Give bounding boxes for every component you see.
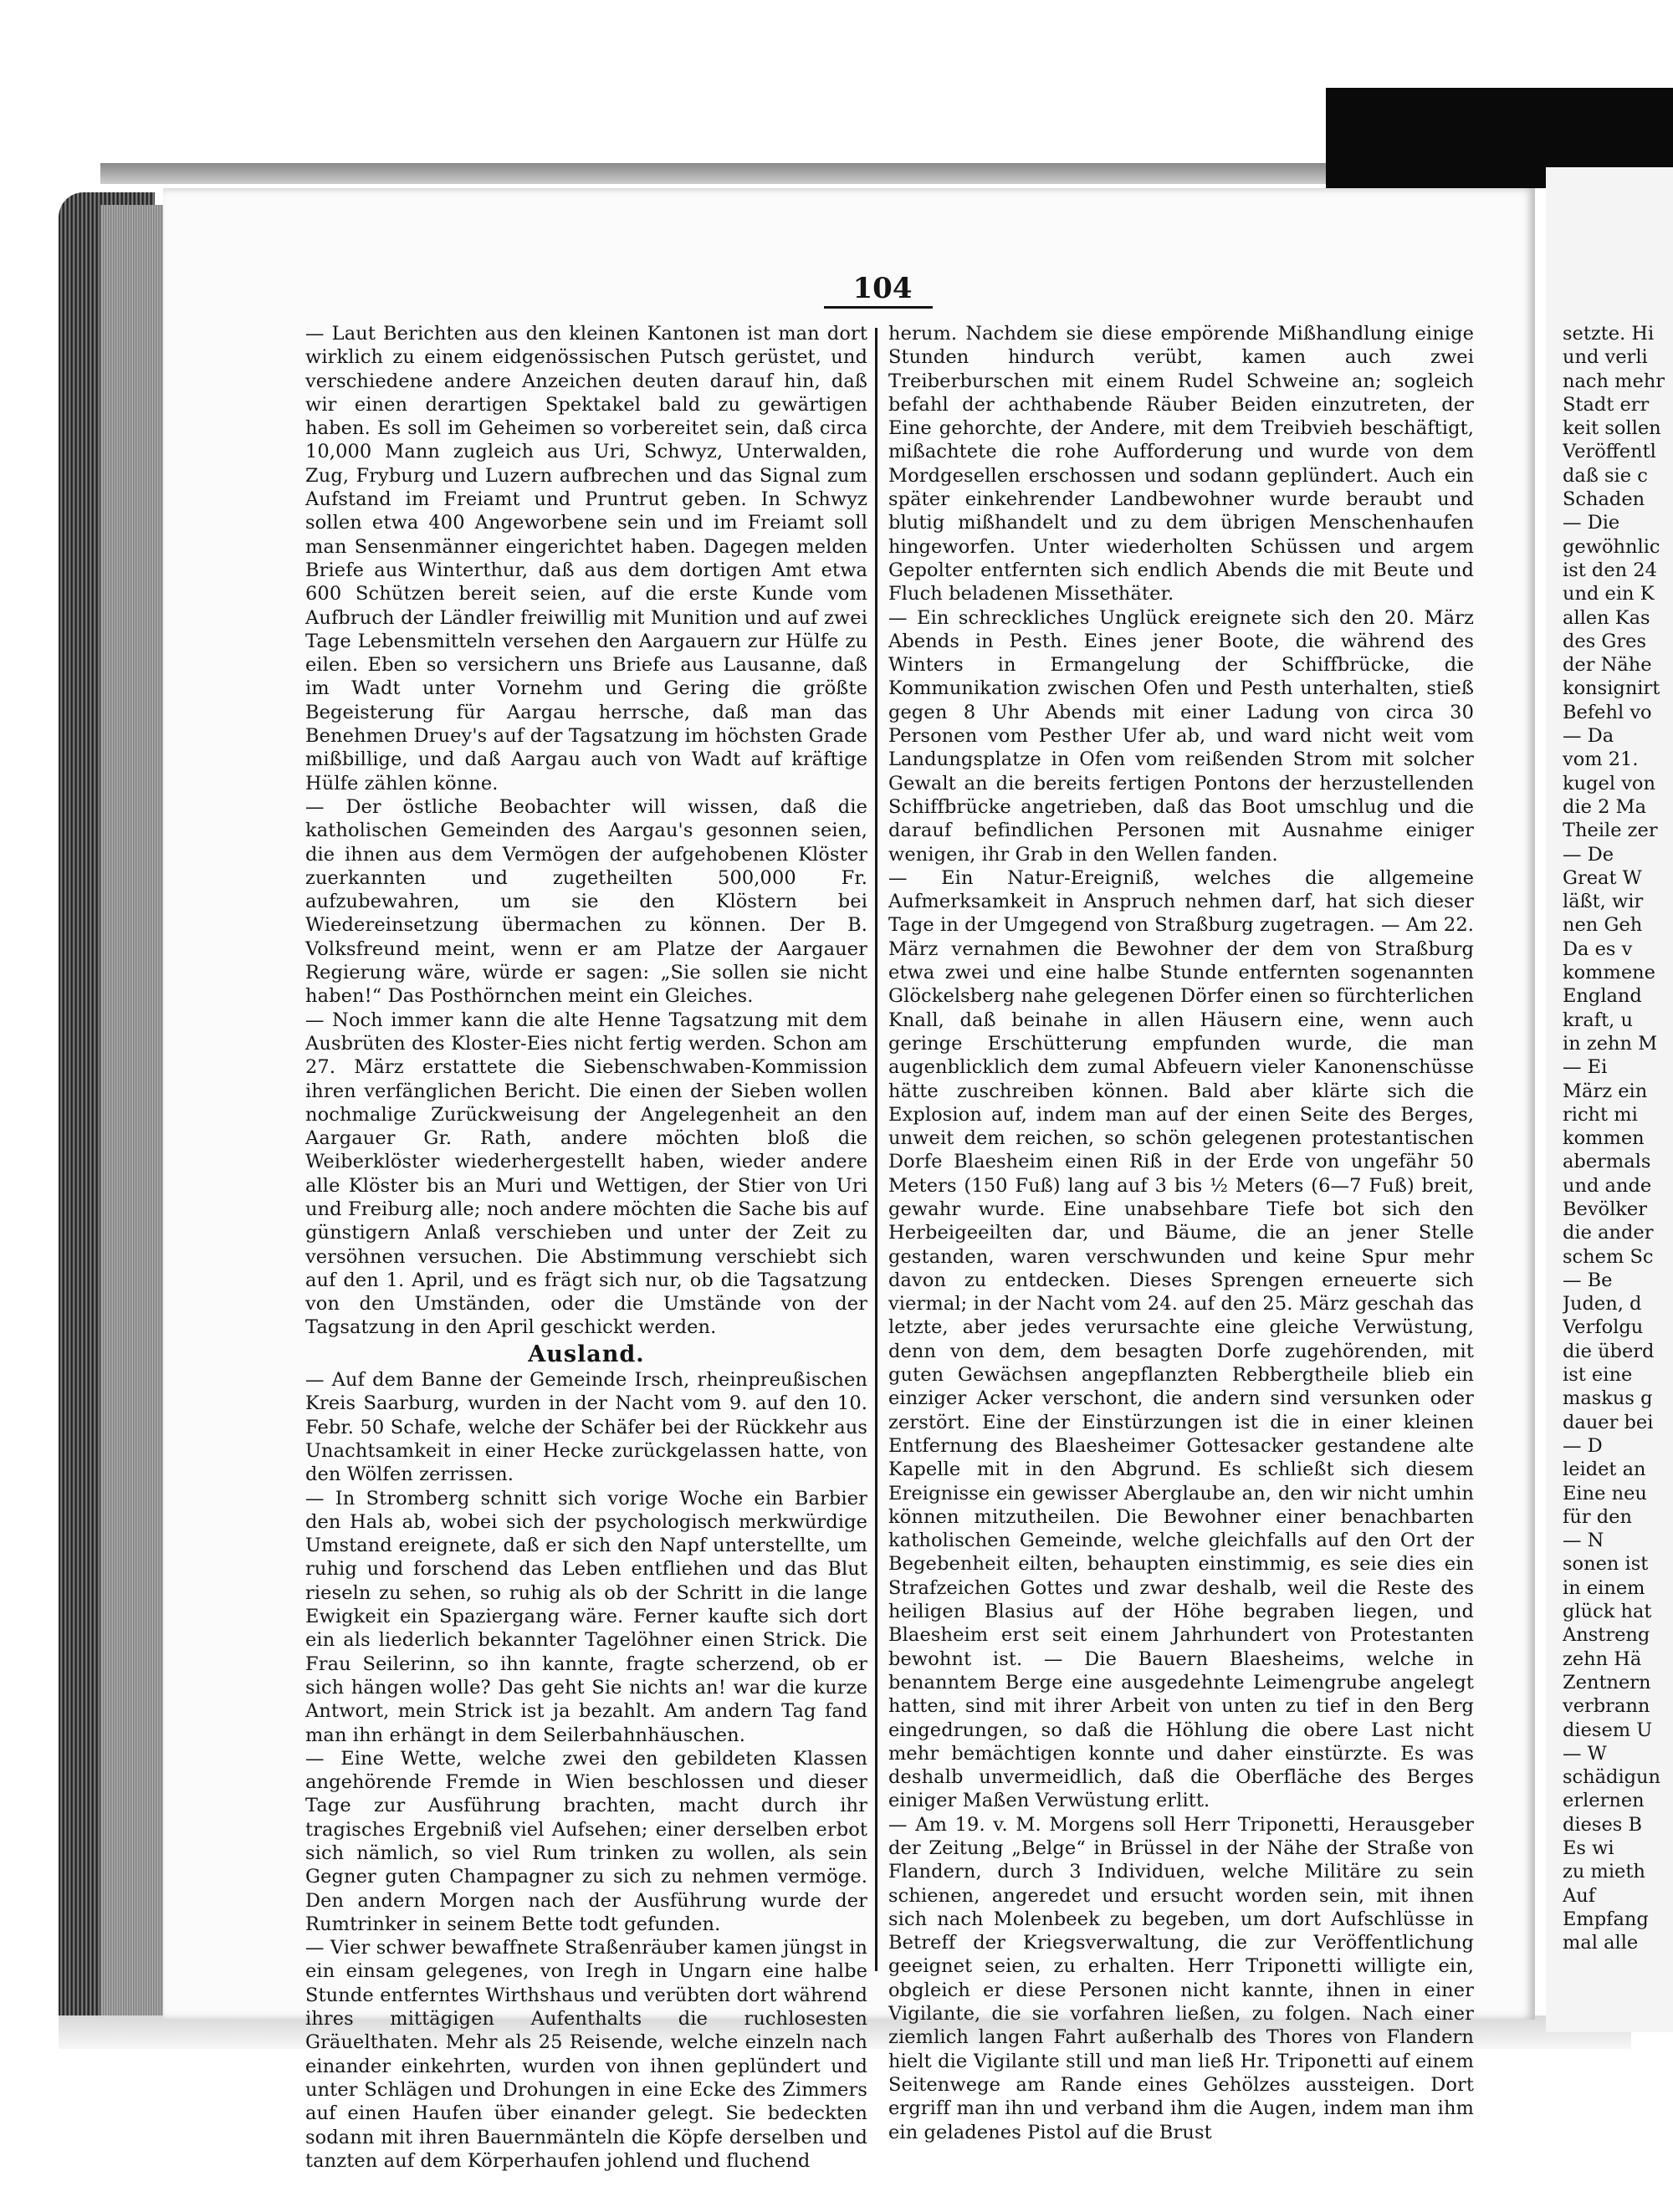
fragment-line: — Ei (1563, 1056, 1608, 1079)
fragment-line: erlernen (1563, 1790, 1645, 1812)
page-number: 104 (852, 272, 913, 305)
fragment-line: verbrann (1563, 1695, 1650, 1718)
fragment-line: — Be (1563, 1269, 1613, 1291)
fragment-line: die ander (1563, 1222, 1654, 1244)
fragment-line: Juden, d (1563, 1293, 1642, 1315)
fragment-line: Theile zer (1563, 820, 1658, 842)
article-paragraph: — Auf dem Banne der Gemeinde Irsch, rheinpreußischen Kreis Saarburg, wurden in der Nacht vom 9. auf den 10. Febr. 50 Schafe, welche der Schäfer bei der Rückkehr aus Unachtsamkeit in einer Hecke zurückgelassen hatte, von den Wölfen zerrissen. (305, 1369, 867, 1486)
fragment-line: richt mi (1563, 1103, 1638, 1126)
fragment-line: glück hat (1563, 1601, 1652, 1623)
fragment-line: Schaden (1563, 488, 1645, 511)
fragment-line: schädigun (1563, 1766, 1661, 1789)
fragment-line: zehn Hä (1563, 1648, 1642, 1670)
left-column-articles (305, 322, 867, 1340)
fragment-line: Zentnern (1563, 1671, 1651, 1693)
left-column (305, 322, 867, 2173)
fragment-line: nen Geh (1563, 914, 1643, 937)
article-paragraph: herum. Nachdem sie diese empörende Mißhandlung einige Stunden hindurch verübt, kamen auch zwei Treiberburschen mit einem Rudel Schweine an; sogleich befahl der achthabende Räuber Beiden einzutreten, der Eine gehorchte, der Andere, mit dem Treibvieh beschäftigt, mißachtete die rohe Aufforderung und wurde von dem Mordgesellen erschossen und sodann geplündert. Auch ein später einkehrender Landbewohner wurde beraubt und blutig mißhandelt und zu dem übrigen Menschenhaufen hingeworfen. Unter wiederholten Schüssen und argem Gepolter entfernten sich endlich Abends die mit Beute und Fluch beladenen Missethäter. (888, 323, 1474, 605)
fragment-line: und verli (1563, 346, 1648, 369)
fragment-line: März ein (1563, 1080, 1648, 1102)
fragment-line: schem Sc (1563, 1245, 1654, 1268)
fragment-line: sonen ist (1563, 1553, 1649, 1576)
fragment-line: abermals (1563, 1151, 1651, 1173)
fragment-line: konsignirt (1563, 677, 1660, 700)
fragment-line: maskus g (1563, 1387, 1653, 1410)
right-column-fragments (1563, 322, 1673, 1954)
article-paragraph: — Ein schreckliches Unglück ereignete sich den 20. März Abends in Pesth. Eines jener Boote, die während des Winters in Ermangelung der Schiffbrücke, die Kommunikation zwischen Ofen und Pesth unterhalten, stieß gegen 8 Uhr Abends mit einer Ladung von circa 30 Personen vom Pesther Ufer ab, und ward nicht weit vom Landungsplatze in Ofen vom reißenden Strom mit solcher Gewalt an die bereits fertigen Pontons der herzustellenden Schiffbrücke angetrieben, daß das Boot umschlug und die darauf befindlichen Personen mit Ausnahme einiger wenigen, ihr Grab in den Wellen fanden. (888, 606, 1474, 866)
fragment-line: Es wi (1563, 1837, 1614, 1859)
page-number-underline (824, 306, 933, 309)
article-paragraph: — Am 19. v. M. Morgens soll Herr Triponetti, Herausgeber der Zeitung „Belge“ in Brüssel in der Nähe der Straße von Flandern, durch 3 Individuen, welche Militäre zu sein schienen, angeredet und ersucht worden sein, mit ihnen sich nach Molenbeek zu begeben, um dort Aufschlüsse in Betreff der Kriegsverwaltung, die zur Veröffentlichung geeignet seien, zu erhalten. Herr Triponetti willigte ein, obgleich er diese Personen nicht kannte, ihnen in einer Vigilante, die sie vorfahren ließen, zu folgen. Nach einer ziemlich langen Fahrt außerhalb des Thores von Flandern hielt die Vigilante still und man ließ Hr. Triponetti auf einem Seitenwege am Rande eines Gehölzes aussteigen. Dort ergriff man ihn und verband ihm die Augen, indem man ihm ein geladenes Pistol auf die Brust (888, 1813, 1474, 2143)
fragment-line: daß sie c (1563, 464, 1648, 487)
book-page-edges-inner (100, 205, 167, 2020)
article-paragraph: — Noch immer kann die alte Henne Tagsatzung mit dem Ausbrüten des Kloster-Eies nicht fertig werden. Schon am 27. März erstattete die Siebenschwaben-Kommission ihren verfänglichen Bericht. Die einen der Sieben wollen nochmalige Zurückweisung der Angelegenheit an den Aargauer Gr. Rath, andere möchten bloß die Weiberklöster wiederhergestellt haben, wieder andere alle Klöster bis an Muri und Wettigen, der Stier von Uri und Freiburg alle; noch andere möchten die Sache bis auf günstigern Anlaß verschieben und unter der Zeit zu versöhnen versuchen. Die Abstimmung verschiebt sich auf den 1. April, und es frägt sich nur, ob die Tagsatzung von den Umständen, oder die Umstände von der Tagsatzung in den April geschickt werden. (305, 1009, 867, 1339)
fragment-line: gewöhnlic (1563, 535, 1660, 558)
fragment-line: nach mehr (1563, 370, 1665, 392)
fragment-line: die 2 Ma (1563, 795, 1646, 818)
fragment-line: ist den 24 (1563, 559, 1657, 581)
fragment-line: diesem U (1563, 1719, 1653, 1741)
scan-background-top (100, 163, 1330, 184)
article-paragraph: — Laut Berichten aus den kleinen Kantonen ist man dort wirklich zu einem eidgenössischen Putsch gerüstet, und verschiedene andere Anzeichen deuten darauf hin, daß wir einen derartigen Spektakel bald zu gewärtigen haben. Es soll im Geheimen so vorbereitet sein, daß circa 10,000 Mann zugleich aus Uri, Schwyz, Unterwalden, Zug, Fryburg und Luzern aufbrechen und das Signal zum Aufstand im Freiamt und Pruntrut geben. In Schwyz sollen etwa 400 Angeworbene sein und im Freiamt soll man Sensenmänner eingerichtet haben. Dagegen melden Briefe aus Winterthur, daß aus dem dortigen Amt etwa 600 Schützen bereit seien, auf die erste Kunde vom Aufbruch der Ländler freiwillig mit Munition und auf zwei Tage Lebensmitteln versehen den Aargauern zur Hülfe zu eilen. Eben so versichern uns Briefe aus Lausanne, daß im Wadt unter Vornehm und Gering die größte Begeisterung für Aargau herrsche, daß man das Benehmen Druey's auf der Tagsatzung im höchsten Grade mißbillige, und daß Aargau auch von Wadt auf kräftige Hülfe zählen könne. (305, 323, 867, 794)
article-paragraph: — Eine Wette, welche zwei den gebildeten Klassen angehörende Fremde in Wien beschlossen und dieser Tage zur Ausführung brachten, macht durch ihr tragisches Ergebniß viel Aufsehen; einer derselben erbot sich nämlich, so viel Rum trinken zu wollen, als sein Gegner guten Champagner zu sich zu nehmen vermöge. Den andern Morgen nach der Ausführung wurde der Rumtrinker in seinem Bette todt gefunden. (305, 1747, 867, 1935)
fragment-line: Auf (1563, 1884, 1596, 1907)
article-paragraph: — Vier schwer bewaffnete Straßenräuber kamen jüngst in ein einsam gelegenes, von Iregh in Ungarn eine halbe Stunde entferntes Wirthshaus und verübten dort während ihres mittägigen Aufenthalts die ruchlosesten Gräuelthaten. Mehr als 25 Reisende, welche einzeln nach einander einkehrten, wurden von ihnen geplündert und unter Schlägen und Drohungen in eine Ecke des Zimmers auf einen Haufen über einander gelegt. Sie bedeckten sodann mit ihren Bauernmänteln die Köpfe derselben und tanzten auf dem Körperhaufen johlend und fluchend (305, 1937, 867, 2172)
fragment-line: die überd (1563, 1340, 1655, 1362)
fragment-line: Befehl vo (1563, 701, 1652, 723)
article-paragraph: — In Stromberg schnitt sich vorige Woche ein Barbier den Hals ab, wobei sich der psychologisch merkwürdige Umstand ereignete, daß er sich den Napf unterstellte, um ruhig und forschend das Leben entfliehen und das Blut rieseln zu sehen, so ruhig als ob der Schritt in die lange Ewigkeit ein Spaziergang wäre. Ferner kaufte sich dort ein als liederlich bekannter Tagelöhner einen Strick. Die Frau Seilerinn, so ihn kannte, fragte scherzend, ob er sich hängen wolle? Das geht Sie nichts an! war die kurze Antwort, mein Strick ist ja bezahlt. Am andern Tag fand man ihn erhängt in dem Seilerbahnhäuschen. (305, 1487, 867, 1746)
fragment-line: dieses B (1563, 1813, 1643, 1836)
fragment-line: Eine neu (1563, 1482, 1647, 1504)
section-heading-ausland: Ausland. (528, 1341, 645, 1367)
fragment-line: Da es v (1563, 937, 1633, 960)
left-column-articles-ausland (305, 1368, 867, 2173)
fragment-line: Anstreng (1563, 1624, 1650, 1647)
fragment-line: — De (1563, 843, 1614, 866)
article-paragraph: — Ein Natur-Ereigniß, welches die allgemeine Aufmerksamkeit in Anspruch nehmen darf, hat sich dieser Tage in der Umgegend von Straßburg zugetragen. — Am 22. März vernahmen die Bewohner der dem von Straßburg etwa zwei und eine halbe Stunde entfernten sogenannten Glöckelsberg nahe gelegenen Dörfer einen so fürchterlichen Knall, daß beinahe in allen Häusern eine, wenn auch geringe Erschütterung empfunden wurde, die man augenblicklich dem zumal Abfeuern vieler Kanonenschüsse hätte zuschreiben können. Bald aber klärte sich die Explosion auf, indem man auf der einen Seite des Berges, unweit dem reichen, so schön gelegenen protestantischen Dorfe Blaesheim einen Riß in der Erde von ungefähr 50 Meters (150 Fuß) lang auf 3 bis ½ Meters (6—7 Fuß) breit, gewahr wurde. Eine unabsehbare Tiefe bot sich den Herbeigeeilten dar, und Bäume, die an jener Stelle gestanden, waren verschwunden und keine Spur mehr davon zu entdecken. Dieses Sprengen erneuerte sich viermal; in der Nacht vom 24. auf den 25. März geschah das letzte, aber jedes verursachte eine gleiche Verwüstung, denn von dem, dem besagten Dorfe zugehörenden, mit guten Gewächsen angepflanzten Rebbergtheile blieb ein einziger Acker verschont, die andern sind versunken oder zerstört. Eine der Einstürzungen ist die in einer kleinen Entfernung des Blaesheimer Gottesacker gestandene alte Kapelle mit in den Abgrund. Es schließt sich diesem Ereignisse ein gewisser Aberglaube an, den wir nicht umhin können mitzutheilen. Die Bewohner einer benachbarten katholischen Gemeinde, welche gleichfalls auf den Ort der Begebenheit eilten, behaupten einstimmig, es seie dies ein Strafzeichen Gottes und zwar deshalb, weil die Reste des heiligen Blasius auf der Höhe begraben liegen, und Blaesheim erst seit einem Jahrhundert von Protestanten bewohnt ist. — Die Bauern Blaesheims, welche in benanntem Berge eine ausgedehnte Leimengrube angelegt hatten, sind mit ihrer Arbeit von unten zu tief in den Berg eingedrungen, so daß die Höhlung die obere Last nicht mehr bemächtigen konnte und daher einstürzte. Es was deshalb unvermeidlich, daß die Oberfläche des Berges einiger Maßen Verwüstung erlitt. (888, 866, 1475, 1812)
fragment-line: vom 21. (1563, 748, 1639, 771)
fragment-line: ist eine (1563, 1364, 1633, 1387)
fragment-line: kommen (1563, 1127, 1645, 1150)
fragment-line: — W (1563, 1742, 1607, 1765)
column-divider (875, 328, 877, 1971)
fragment-line: dauer bei (1563, 1411, 1654, 1433)
fragment-line: und ein K (1563, 583, 1655, 605)
fragment-line: in zehn M (1563, 1032, 1658, 1055)
fragment-line: leidet an (1563, 1458, 1646, 1481)
fragment-line: Bevölker (1563, 1198, 1648, 1220)
fragment-line: England (1563, 985, 1642, 1008)
fragment-line: keit sollen (1563, 417, 1661, 440)
fragment-line: kraft, u (1563, 1009, 1633, 1031)
middle-column-articles (888, 322, 1474, 2144)
fragment-line: — Die (1563, 512, 1620, 534)
fragment-line: in einem (1563, 1576, 1645, 1599)
fragment-line: des Gres (1563, 630, 1647, 652)
fragment-line: der Nähe (1563, 654, 1652, 677)
fragment-line: — D (1563, 1434, 1603, 1457)
fragment-line: Veröffentl (1563, 441, 1656, 463)
fragment-line: läßt, wir (1563, 891, 1644, 913)
fragment-line: Great W (1563, 866, 1642, 889)
fragment-line: allen Kas (1563, 606, 1650, 629)
fragment-line: Empfang (1563, 1908, 1649, 1930)
fragment-line: kugel von (1563, 772, 1655, 794)
fragment-line: — N (1563, 1530, 1604, 1552)
fragment-line: zu mieth (1563, 1861, 1645, 1883)
middle-column (888, 322, 1474, 2144)
fragment-line: — Da (1563, 725, 1614, 748)
fragment-line: kommene (1563, 962, 1655, 984)
fragment-line: und ande (1563, 1174, 1652, 1197)
fragment-line: Verfolgu (1563, 1316, 1644, 1339)
fragment-line: setzte. Hi (1563, 323, 1655, 345)
fragment-line: Stadt err (1563, 393, 1650, 416)
fragment-line: mal alle (1563, 1932, 1639, 1954)
fragment-line: für den (1563, 1505, 1632, 1528)
article-paragraph: — Der östliche Beobachter will wissen, daß die katholischen Gemeinden des Aargau's gesonnen seien, die ihnen aus dem Vermögen der aufgehobenen Klöster zuerkannten und zugetheilten 500,000 Fr. aufzubewahren, um sie den Klöstern bei Wiedereinsetzung übermachen zu können. Der B. Volksfreund meint, wenn er am Platze der Aargauer Regierung wäre, würde er sagen: „Sie sollen sie nicht haben!“ Das Posthörnchen meint ein Gleiches. (305, 795, 867, 1008)
